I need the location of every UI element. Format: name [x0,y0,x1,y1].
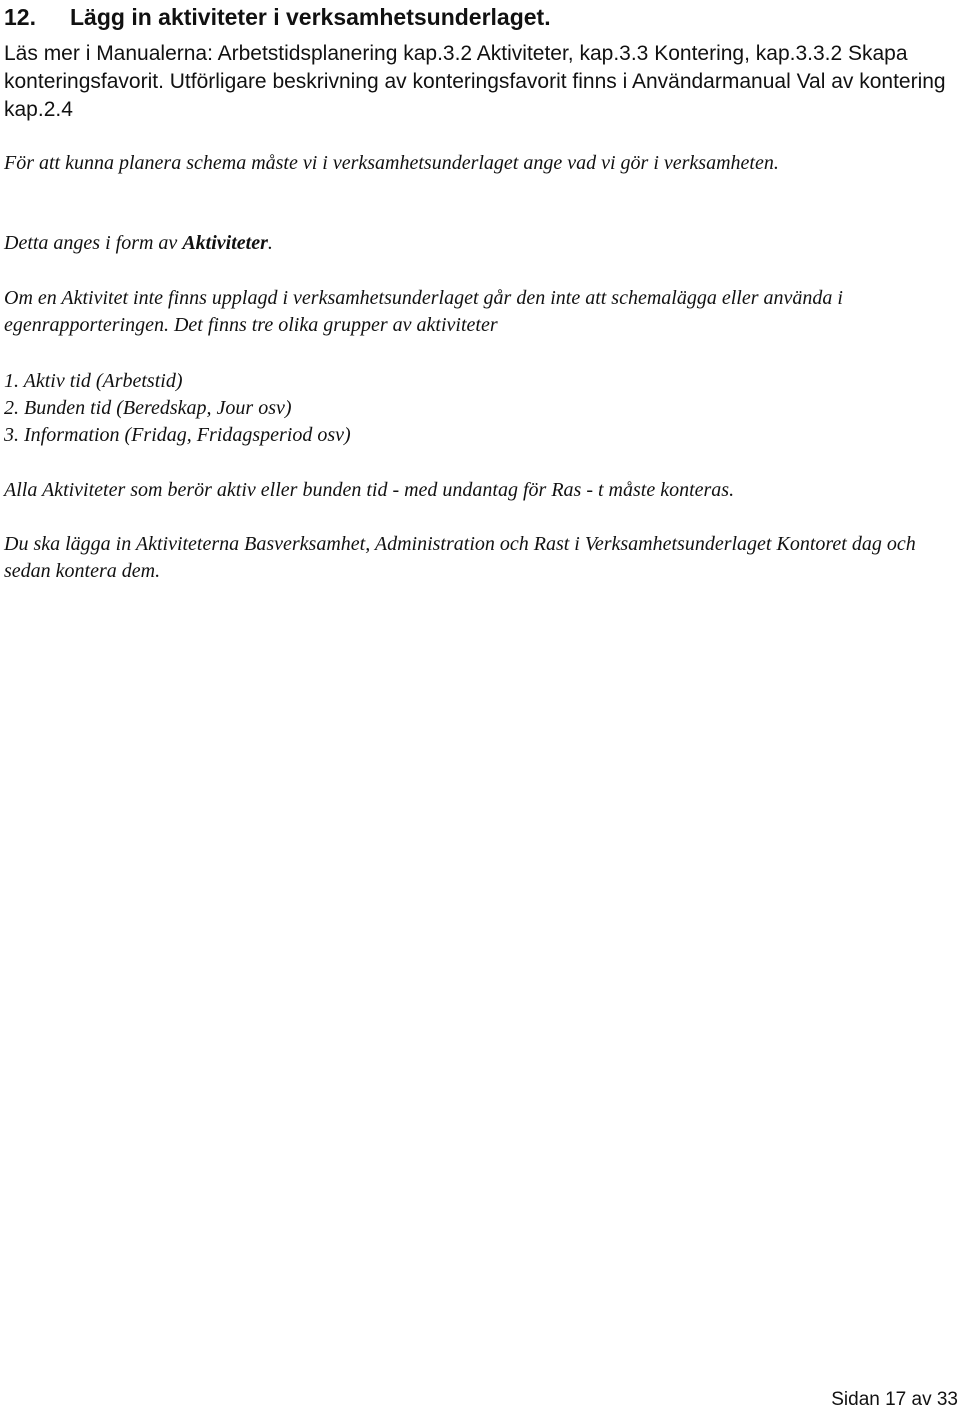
section-heading [4,2,551,32]
activity-group-item: 1. Aktiv tid (Arbetstid) [4,370,183,392]
page-number: Sidan 17 av 33 [831,1389,958,1410]
activities-prefix: Detta anges i form av [4,232,183,254]
activities-paragraph [4,230,954,257]
booking-rule-paragraph: Alla Aktiviteter som berör aktiv eller bunden tid - med undantag för Ras - t måste konteras. [4,479,735,501]
activity-group-item: 2. Bunden tid (Beredskap, Jour osv) [4,397,292,419]
activity-group-list [4,368,954,449]
section-number: 12. [4,4,36,30]
activities-suffix: . [267,232,273,254]
activities-term: Aktiviteter [182,232,268,254]
task-paragraph: Du ska lägga in Aktiviteterna Basverksamhet, Administration och Rast i Verksamhetsunderlaget Kontoret dag och sedan kontera dem. [4,533,916,582]
manual-reference: Läs mer i Manualerna: Arbetstidsplanering kap.3.2 Aktiviteter, kap.3.3 Kontering, kap.3.3.2 Skapa konteringsfavorit. Utförligare beskrivning av konteringsfavorit finns i Användarmanual Val av kontering kap.2.4 [4,42,946,121]
missing-activity-paragraph: Om en Aktivitet inte finns upplagd i verksamhetsunderlaget går den inte att schemalägga eller använda i egenrapporteringen. Det finns tre olika grupper av aktiviteter [4,287,843,336]
intro-paragraph: För att kunna planera schema måste vi i verksamhetsunderlaget ange vad vi gör i verksamheten. [4,152,779,174]
section-title: Lägg in aktiviteter i verksamhetsunderlaget. [70,4,551,30]
activity-group-item: 3. Information (Fridag, Fridagsperiod osv) [4,424,351,446]
